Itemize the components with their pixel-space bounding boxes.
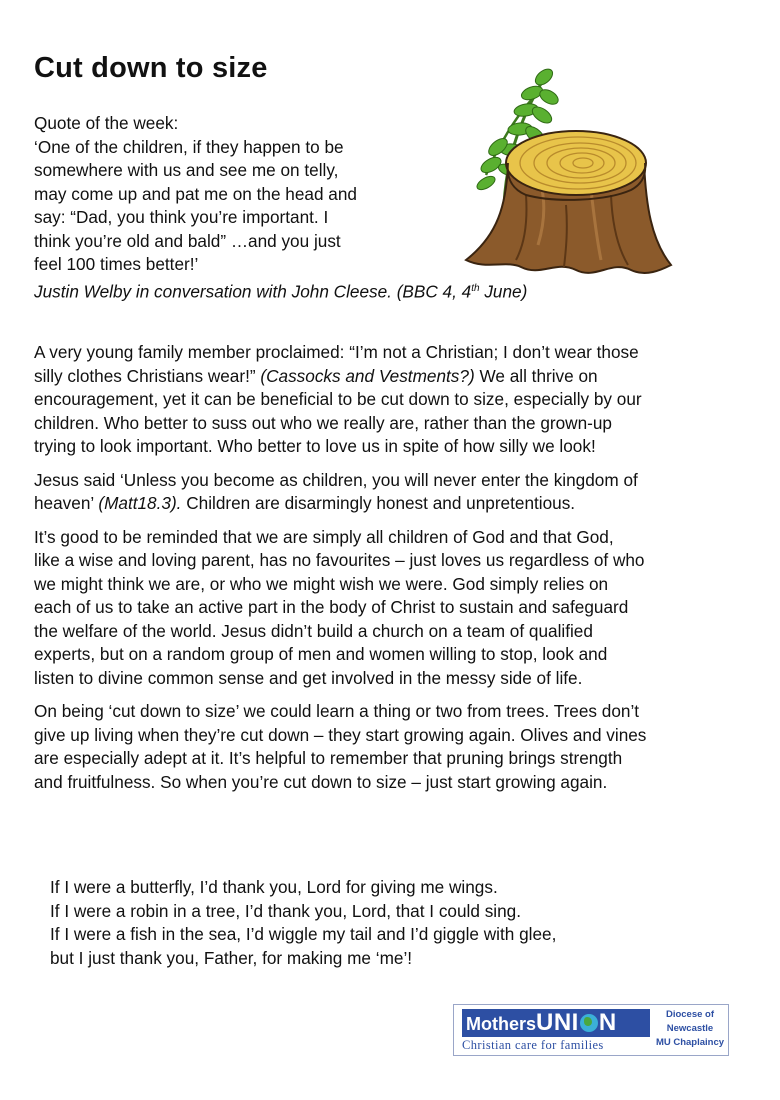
logo-union-end: N [598,1009,617,1036]
tree-stump-icon [446,55,686,290]
poem-line: but I just thank you, Father, for making me ‘me’! [50,947,413,968]
quote-line: ‘One of the children, if they happen to be [34,136,344,157]
paragraph-line: It’s good to be reminded that we are simply all children of God and that God, [34,526,614,547]
paragraph-line: are especially adept at it. It’s helpful to remember that pruning brings strength [34,748,623,768]
credit-text: Justin Welby in conversation with John Cleese. (BBC 4, 4 [34,281,472,302]
article-body [34,341,754,804]
diocese-label [654,1008,726,1050]
poem-line: If I were a fish in the sea, I’d wiggle my tail and I’d giggle with glee, [50,924,557,944]
paragraph-line: Jesus said ‘Unless you become as children, you will never enter the kingdom of [34,469,638,490]
paragraph [34,526,754,691]
poem-line: If I were a robin in a tree, I’d thank you, Lord, that I could sing. [50,900,522,921]
paragraph-line: A very young family member proclaimed: “I’m not a Christian; I don’t wear those [34,342,639,362]
text-run: silly clothes Christians wear!” [34,365,261,386]
diocese-line: MU Chaplaincy [655,1037,725,1048]
paragraph-line: like a wise and loving parent, has no favourites – just loves us regardless of who [34,550,645,570]
logo-tagline: Christian care for families [462,1038,604,1052]
paragraph-line: the welfare of the world. Jesus didn’t build a church on a team of qualified [34,620,593,641]
text-run: We all thrive on [474,365,598,386]
paragraph-line: encouragement, yet it can be beneficial to be cut down to size, especially by our [34,389,642,409]
text-run: Children are disarmingly honest and unpretentious. [181,493,576,513]
paragraph-line: trying to look important. Who better to love us in spite of how silly we look! [34,436,596,456]
quote-line: somewhere with us and see me on telly, [34,160,339,180]
scripture-reference: (Matt18.3). [98,493,182,513]
credit-end: June) [479,281,528,302]
paragraph-line [34,492,754,516]
paragraph-line: each of us to take an active part in the body of Christ to sustain and safeguard [34,597,629,617]
paragraph-line: we might think we are, or who we might wish we were. God simply relies on [34,573,609,594]
paragraph-line: experts, but on a random group of men and women willing to stop, look and [34,644,608,664]
quote-line: Quote of the week: [34,113,179,133]
paragraph-line: listen to divine common sense and get involved in the messy side of life. [34,667,583,688]
paragraph-line [34,365,754,389]
quote-line: say: “Dad, you think you’re important. I [34,207,329,227]
paragraph [34,700,754,794]
stump-rings [506,131,646,195]
mothers-union-logo [453,1004,729,1056]
logo-union: UNI [536,1009,579,1036]
page-title: Cut down to size [34,52,268,84]
text-run: heaven’ [34,493,99,513]
globe-icon [580,1014,598,1032]
logo-mothers: Mothers [466,1014,537,1034]
diocese-line: Newcastle [666,1023,714,1034]
paragraph [34,469,754,516]
paragraph-line: and fruitfulness. So when you’re cut down to size – just start growing again. [34,771,608,792]
poem [50,876,750,970]
logo-wordmark [462,1009,650,1037]
paragraph-line: children. Who better to suss out who we really are, rather than the grown-up [34,412,612,433]
paragraph-line: give up living when they’re cut down – they start growing again. Olives and vines [34,724,647,745]
poem-line: If I were a butterfly, I’d thank you, Lord for giving me wings. [50,877,498,897]
quote-line: feel 100 times better!’ [34,254,199,274]
paragraph [34,341,754,459]
credit-superscript: th [471,282,480,294]
quote-line: think you’re old and bald” …and you just [34,230,341,251]
quote-line: may come up and pat me on the head and [34,183,357,204]
italic-aside: (Cassocks and Vestments?) [260,365,475,386]
diocese-line: Diocese of [665,1009,715,1020]
paragraph-line: On being ‘cut down to size’ we could learn a thing or two from trees. Trees don’t [34,701,640,721]
